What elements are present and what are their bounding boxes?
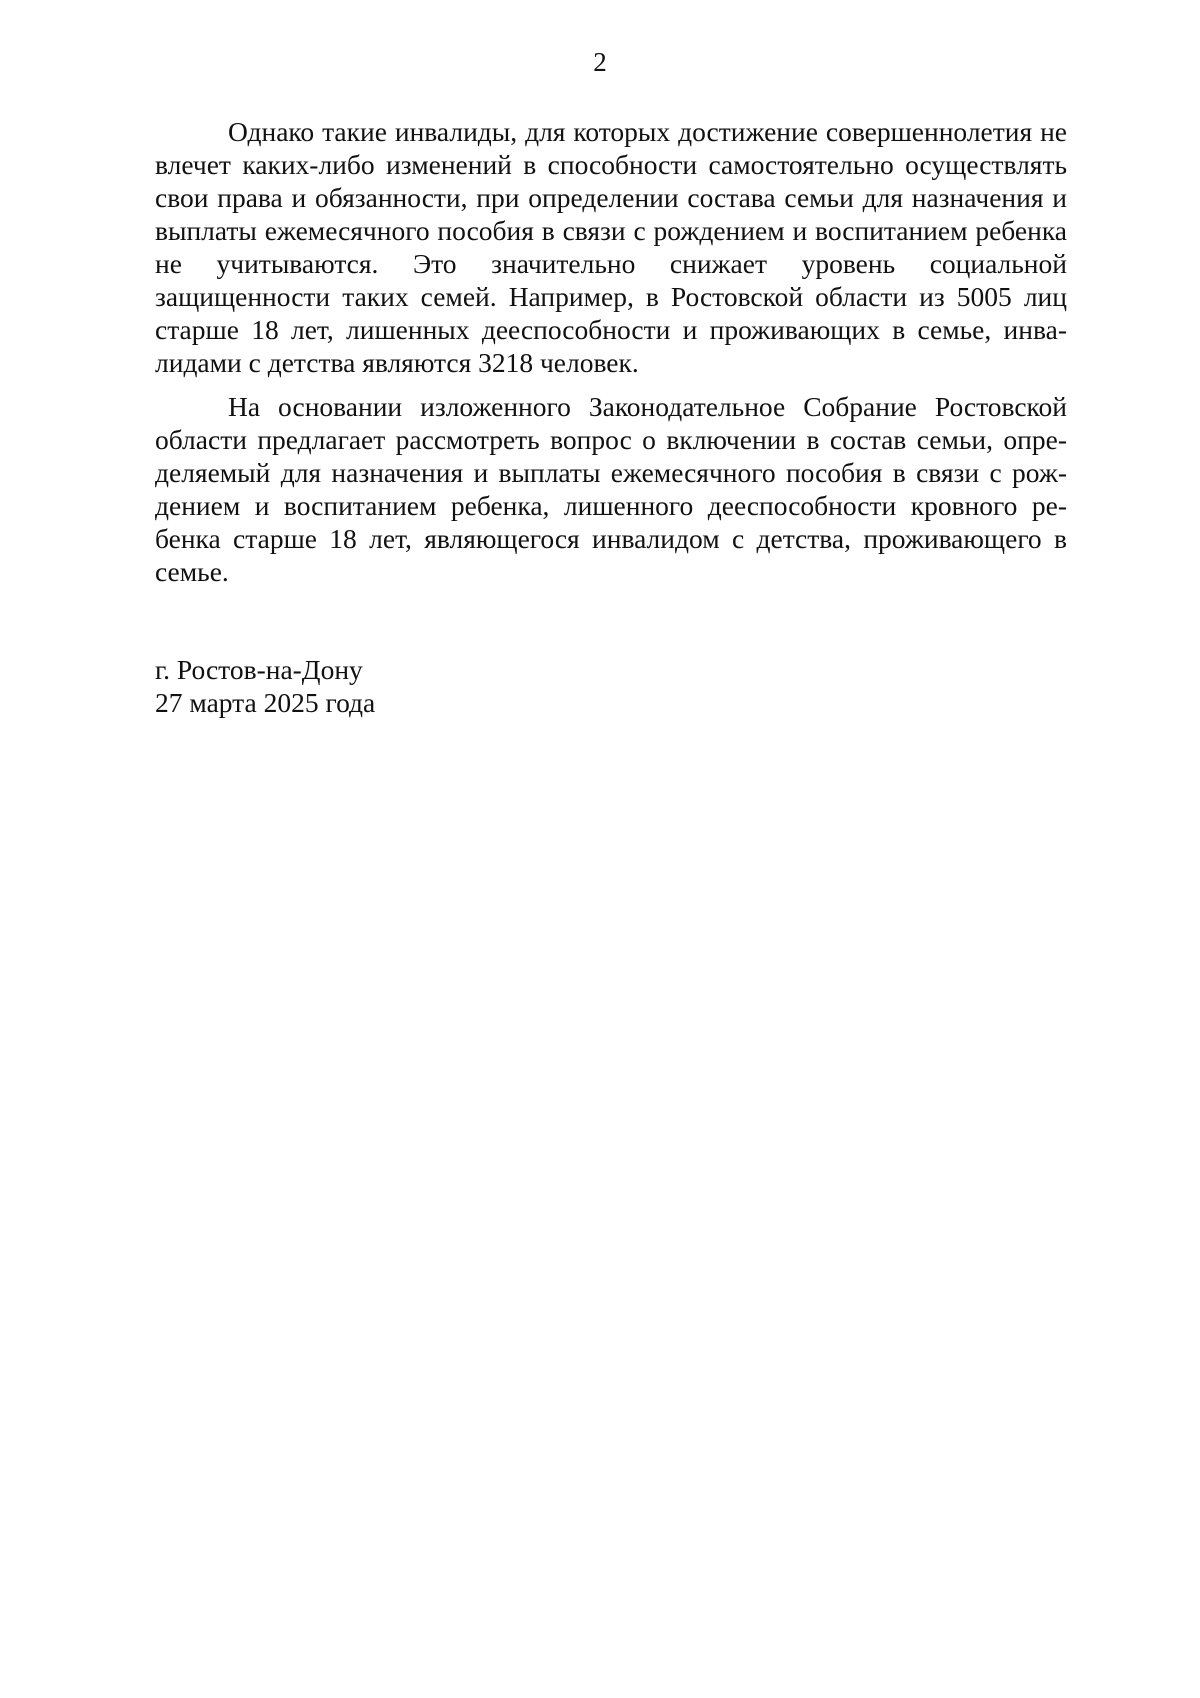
paragraph-proposal: На основании изложенного Законодательное Собрание Ростовской области предлагает рассмотреть вопрос о включении в состав семьи, определяемый для назначения и выплаты ежемесячного пособия в связи с рождением и воспитанием ребенка, лишенного дееспособности кровного ребенка старше 18 лет, являющегося инвалидом с детства, проживающего в семье. (155, 391, 1067, 587)
place-of-signing: г. Ростов-на-Дону (155, 654, 363, 685)
document-date: 27 марта 2025 года (155, 687, 376, 718)
paragraph-disabled-adults: Однако такие инвалиды, для которых достижение совершеннолетия не влечет каких-либо изменений в способности самостоятельно осуществлять свои права и обязанности, при определении состава семьи для назначения и выплаты ежемесячного пособия в связи с рождением и воспитанием ребенка не учитываются. Это значительно снижает уровень социальной защищенности таких семей. Например, в Ростовской области из 5005 лиц старше 18 лет, лишенных дееспособности и проживающих в семье, инвалидами с детства являются 3218 человек. (155, 116, 1067, 378)
document-body (155, 115, 1067, 588)
page-number: 2 (593, 47, 607, 77)
place-and-date-block (155, 653, 375, 719)
